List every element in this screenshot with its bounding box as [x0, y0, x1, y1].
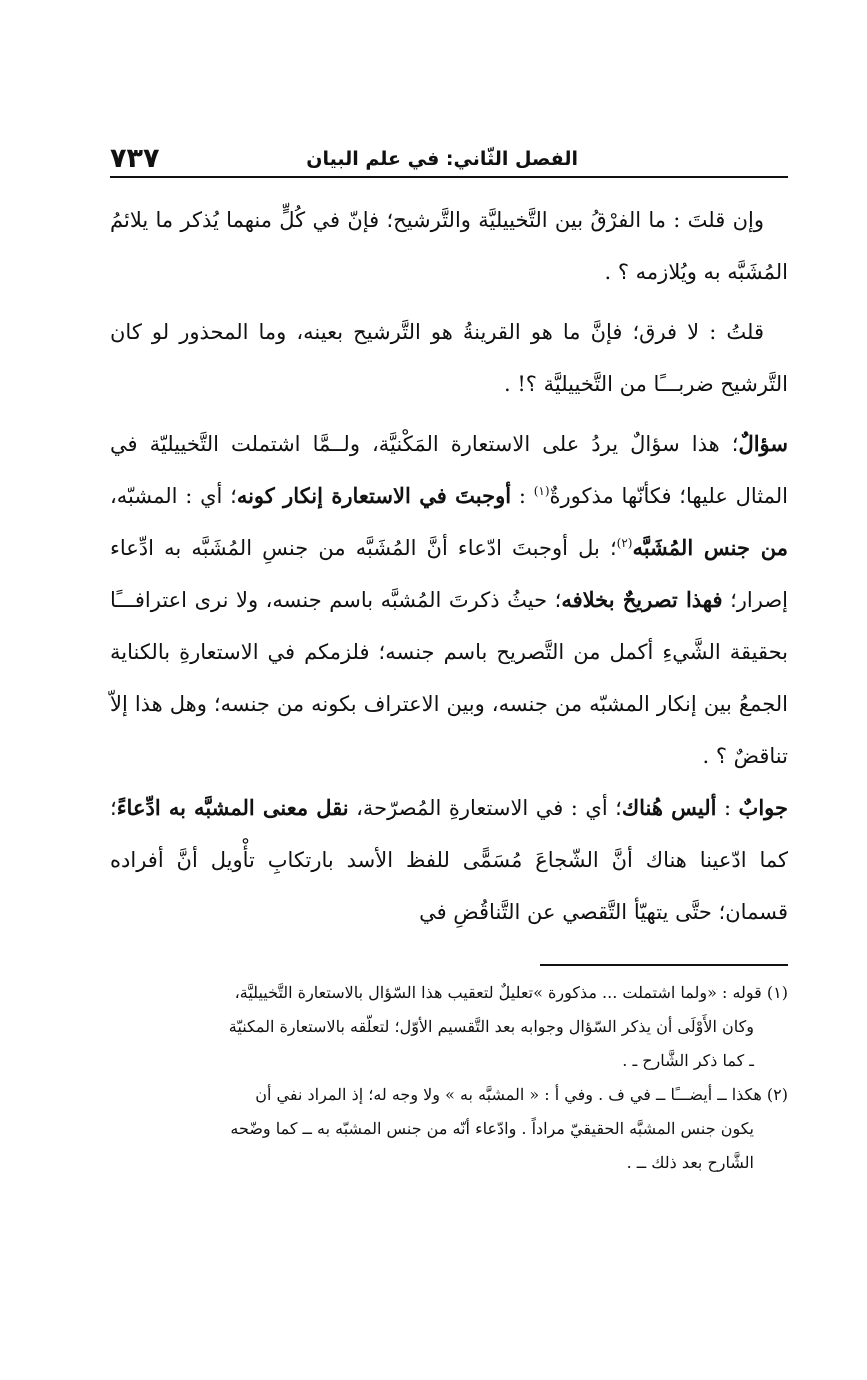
paragraph-answer: قلتُ : لا فرق؛ فإنَّ ما هو القرينةُ هو التَّرشيح بعينه، وما المحذور لو كان التَّرشيح ضربـــًا من التَّخييليَّة ؟! .: [110, 320, 788, 396]
footnote-2-line-1: (٢) هكذا ــ أيضـــًا ــ في ف . وفي أ : « المشبَّه به » ولا وجه له؛ إذ المراد نفي أن: [255, 1085, 788, 1104]
footnotes: [110, 976, 788, 1180]
paragraph-objection: [110, 418, 788, 782]
footnote-1-line-2: وكان الأَوْلَى أن يذكر السّؤال وجوابه بعد التَّقسيم الأوّل؛ لتعلّقه بالاستعارة المكنيّة: [228, 1017, 754, 1036]
footnote-ref-1[interactable]: (١): [533, 484, 550, 498]
matn-quote-2: من جنس المُشَبَّه: [632, 535, 788, 560]
footnote-ref-2[interactable]: (٢): [616, 536, 633, 550]
footnote-2-line-3: الشَّارح بعد ذلك ــ .: [626, 1153, 754, 1172]
objection-text-3: ؛ أي : المشبّه،: [110, 484, 237, 508]
page-header: [110, 138, 788, 178]
objection-text-4: ؛ بل أوجبتَ ادّعاء أنَّ المُشَبَّه من جنسِ المُشَبَّه به ادِّعاء إصرار؛: [110, 536, 788, 612]
paragraph-reply: [110, 782, 788, 938]
objection-heading: سؤالٌ: [738, 431, 788, 456]
objection-text-2: :: [511, 484, 534, 508]
footnote-1-line-3: ـ كما ذكر الشَّارح ـ .: [622, 1051, 754, 1070]
objection-text-1: ؛ هذا سؤالٌ يردُ على الاستعارة المَكْنيَّة، ولــمَّا اشتملت التَّخييليّة في المثال عليها؛ فكأنّها مذكورةٌ: [110, 432, 788, 508]
matn-quote-5: نقل معنى المشبَّه به ادِّعاءً: [116, 795, 349, 820]
matn-quote-1: أوجبتَ في الاستعارة إنكار كونه: [236, 483, 512, 508]
matn-quote-4: أليس هُناك: [621, 795, 717, 820]
reply-text-2: ؛ أي : في الاستعارةِ المُصرّحة،: [348, 796, 622, 820]
footnote-1-line-1: (١) قوله : «ولما اشتملت ... مذكورة »تعليلٌ لتعقيب هذا السّؤال بالاستعارة التَّخييليَّة،: [234, 983, 788, 1002]
footnote-divider: [540, 964, 788, 966]
page-number: ٧٣٧: [110, 143, 160, 174]
objection-text-5: ؛ حيثُ ذكرتَ المُشبَّه باسم جنسه، ولا نرى اعترافـــًا بحقيقة الشَّيءِ أكمل من التَّصريح باسم جنسه؛ فلزمكم في الاستعارةِ بالكناية الجمعُ بين إنكار المشبّه من جنسه، وبين الاعتراف بكونه من جنسه؛ وهل هذا إلاّ تناقضٌ ؟ .: [110, 588, 788, 768]
paragraph-question: وإن قلتَ : ما الفرْقُ بين التَّخييليَّة والتَّرشيح؛ فإنّ في كُلٍّ منهما يُذكر ما يلائمُ المُشَبَّه به ويُلازمه ؟ .: [110, 208, 788, 284]
reply-heading: جوابٌ: [738, 795, 788, 820]
footnote-2-line-2: يكون جنس المشبَّه الحقيقيّ مراداً . وادّعاء أنّه من جنس المشبّه به ــ كما وضّحه: [230, 1119, 754, 1138]
book-page: [110, 138, 788, 1180]
reply-text-1: :: [716, 796, 739, 820]
main-text: [110, 194, 788, 938]
chapter-title: الفصل الثّاني: في علم البيان: [306, 148, 578, 170]
reply-text-3: ؛ كما ادّعينا هناك أنَّ الشّجاعَ مُسَمًّى للفظ الأسد بارتكابِ تأْويل أنَّ أفراده قسمان؛ حتَّى يتهيّأ التَّقصي عن التَّناقُضِ في: [110, 796, 788, 924]
matn-quote-3: فهذا تصريحٌ بخلافه: [561, 587, 723, 612]
